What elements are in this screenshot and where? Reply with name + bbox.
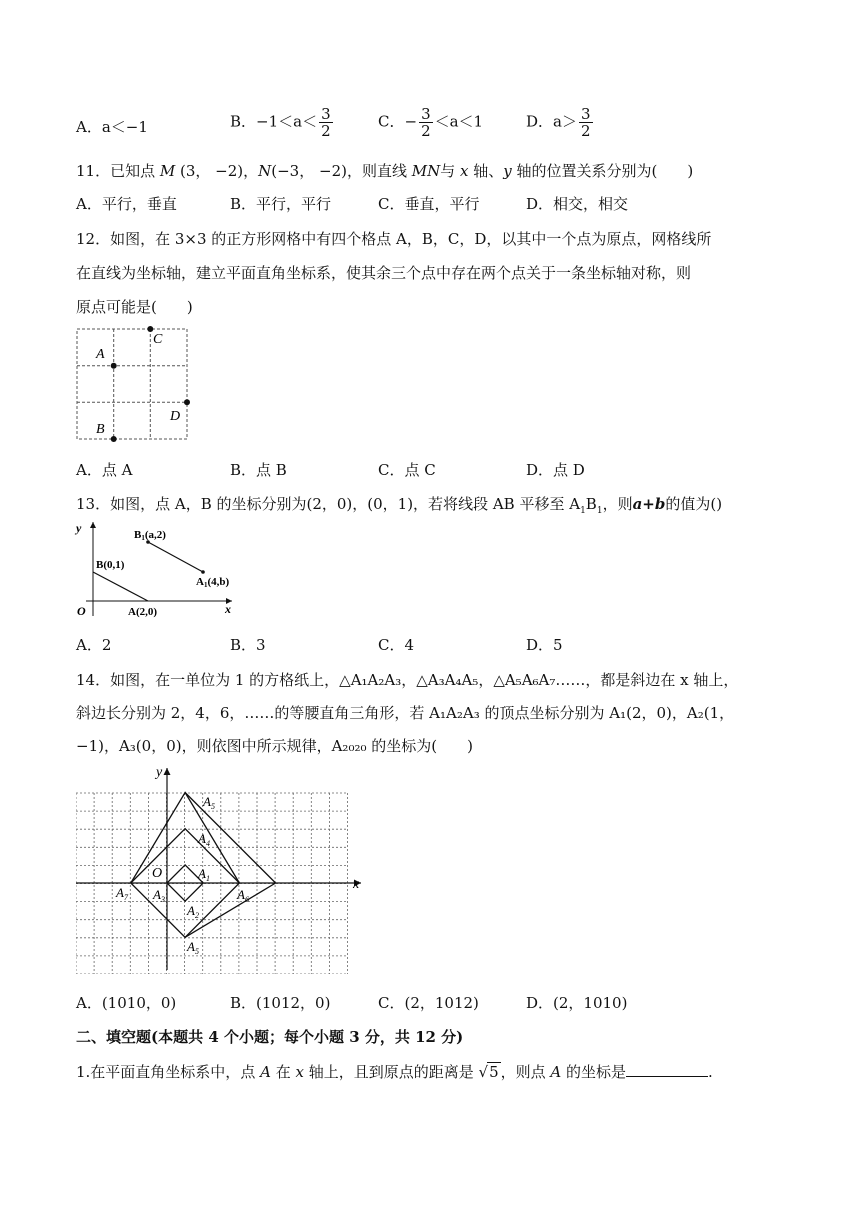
q11-stem: 11．已知点 M (3， −2)，N(−3， −2)，则直线 MN与 x 轴、y 轴的位置关系分别为( )	[76, 162, 694, 180]
svg-text:x: x	[353, 877, 360, 892]
svg-text:A5: $A_5$	[203, 794, 215, 811]
q11-options	[76, 193, 796, 233]
q14-option-d[interactable]: D．(2，1010)	[526, 994, 628, 1012]
q11-option-b[interactable]: B．平行，平行	[230, 195, 332, 213]
q10-options	[76, 106, 796, 146]
q13-stem: 13．如图，点 A，B 的坐标分别为(2，0)，(0，1)，若将线段 AB 平移至 $A_1B_1$，则a+b的值为()	[76, 495, 723, 516]
q14-option-a[interactable]: A．(1010，0)	[76, 994, 177, 1012]
q12-option-d[interactable]: D．点 D	[526, 461, 585, 479]
q13-option-b[interactable]: B．3	[230, 636, 266, 654]
q10-option-b[interactable]: B．−1＜a＜ $\frac{3}{2}$	[230, 105, 331, 140]
svg-text:O: O	[77, 604, 86, 618]
svg-text:A4: $A_4$	[198, 831, 210, 848]
q12-option-a[interactable]: A．点 A	[76, 461, 133, 479]
point-c-label: C	[153, 332, 163, 347]
q12-stem-line2: 在直线为坐标轴，建立平面直角坐标系，使其余三个点中存在两个点关于一条坐标轴对称，则	[76, 264, 692, 282]
svg-text:A(2,0): A(2,0)	[128, 606, 158, 618]
svg-text:x: x	[225, 602, 231, 616]
svg-text:O: O	[152, 866, 163, 881]
q14-stem-line2: 斜边长分别为 2，4，6，……的等腰直角三角形，若 A₁A₂A₃ 的顶点坐标分别为 A₁(2，0)，A₂(1，	[76, 704, 735, 722]
q14-grid-figure	[76, 762, 368, 974]
svg-text:A7: $A_7$	[116, 885, 128, 902]
sqrt-symbol: √	[478, 1063, 489, 1081]
svg-text:B1(a,2): B1(a,2)	[134, 529, 166, 542]
q14-option-b[interactable]: B．(1012，0)	[230, 994, 331, 1012]
q11-option-d[interactable]: D．相交，相交	[526, 195, 629, 213]
q12-stem-line3: 原点可能是( )	[76, 298, 193, 316]
point-d-label: D	[170, 409, 181, 424]
svg-text:y: y	[76, 521, 82, 535]
q12-stem-line1: 12．如图，在 3×3 的正方形网格中有四个格点 A，B，C，D，以其中一个点为原点，网格线所	[76, 230, 712, 248]
section-2-title: 二、填空题(本题共 4 个小题；每个小题 3 分，共 12 分)	[76, 1028, 464, 1046]
q10-option-d[interactable]: D．a＞ $\frac{3}{2}$	[526, 105, 591, 140]
fill-question-1: 1.在平面直角坐标系中，点 A 在 x 轴上，且到原点的距离是 √5 ，则点 A 的坐标是 .	[76, 1063, 713, 1081]
point-a-label: A	[96, 347, 105, 362]
svg-text:y: y	[156, 765, 163, 780]
fraction: $\frac{3}{2}$	[421, 105, 431, 140]
q13-option-c[interactable]: C．4	[378, 636, 415, 654]
q12-option-c[interactable]: C．点 C	[378, 461, 436, 479]
q10-option-a[interactable]: A．a＜−1	[76, 118, 148, 136]
svg-text:A6: $A_6$	[237, 887, 249, 904]
q13-coordinate-figure	[72, 516, 242, 620]
point-b-label: B	[96, 422, 105, 437]
svg-text:A1: $A_1$	[198, 866, 210, 883]
svg-text:B(0,1): B(0,1)	[96, 559, 125, 571]
q11-option-c[interactable]: C．垂直，平行	[378, 195, 480, 213]
q13-option-d[interactable]: D．5	[526, 636, 563, 654]
fraction: $\frac{3}{2}$	[580, 105, 591, 140]
answer-blank[interactable]	[626, 1062, 708, 1077]
svg-text:A5: $A_5$	[187, 939, 199, 956]
q13-option-a[interactable]: A．2	[76, 636, 112, 654]
svg-text:A3: $A_3$	[153, 887, 165, 904]
q14-stem-line1: 14．如图，在一单位为 1 的方格纸上，△A₁A₂A₃，△A₃A₄A₅，△A₅A₆A₇……，都是斜边在 x 轴上，	[76, 671, 739, 689]
svg-text:A2: $A_2$	[187, 903, 199, 920]
q12-grid-figure	[74, 326, 190, 442]
q14-option-c[interactable]: C．(2，1012)	[378, 994, 479, 1012]
q14-stem-line3: −1)，A₃(0，0)，则依图中所示规律，A₂₀₂₀ 的坐标为( )	[76, 737, 473, 755]
q12-option-b[interactable]: B．点 B	[230, 461, 287, 479]
svg-text:A1(4,b): A1(4,b)	[196, 576, 230, 589]
fraction: $\frac{3}{2}$	[321, 105, 331, 140]
q10-option-c[interactable]: C．− $\frac{3}{2}$ ＜a＜1	[378, 105, 484, 140]
q13-options	[76, 634, 796, 674]
q11-option-a[interactable]: A．平行，垂直	[76, 195, 177, 213]
